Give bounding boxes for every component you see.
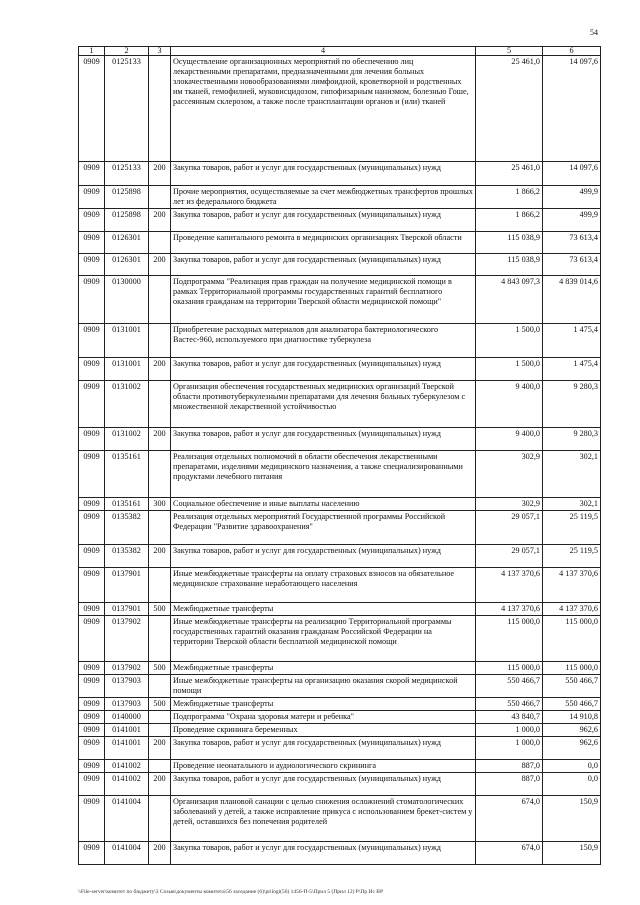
planned-amount-cell: 115 038,9 (476, 254, 543, 276)
target-article-cell: 0126301 (105, 232, 149, 254)
section-code-cell: 0909 (79, 324, 105, 358)
target-article-cell: 0131001 (105, 358, 149, 381)
expense-type-cell (149, 616, 171, 662)
planned-amount-cell: 1 500,0 (476, 324, 543, 358)
executed-amount-cell: 1 475,4 (543, 324, 601, 358)
table-row (79, 511, 601, 545)
expense-type-cell: 500 (149, 698, 171, 711)
expense-type-cell (149, 324, 171, 358)
budget-table (78, 46, 601, 865)
target-article-cell: 0141004 (105, 842, 149, 865)
section-code-cell: 0909 (79, 662, 105, 675)
planned-amount-cell: 115 038,9 (476, 232, 543, 254)
table-row (79, 773, 601, 796)
section-code-cell: 0909 (79, 698, 105, 711)
target-article-cell: 0131002 (105, 381, 149, 428)
executed-amount-cell: 962,6 (543, 724, 601, 737)
table-row (79, 675, 601, 698)
executed-amount-cell: 73 613,4 (543, 232, 601, 254)
item-name-cell: Закупка товаров, работ и услуг для государственных (муниципальных) нужд (171, 842, 476, 865)
item-name-cell: Межбюджетные трансферты (171, 603, 476, 616)
section-code-cell: 0909 (79, 796, 105, 842)
executed-amount-cell: 550 466,7 (543, 675, 601, 698)
planned-amount-cell: 674,0 (476, 842, 543, 865)
section-code-cell: 0909 (79, 568, 105, 603)
item-name-cell: Закупка товаров, работ и услуг для государственных (муниципальных) нужд (171, 428, 476, 451)
item-name-cell: Реализация отдельных мероприятий Государственной программы Российской Федерации "Развитие здравоохранения" (171, 511, 476, 545)
table-row (79, 209, 601, 232)
target-article-cell: 0131002 (105, 428, 149, 451)
target-article-cell: 0141001 (105, 724, 149, 737)
table-row (79, 498, 601, 511)
expense-type-cell: 300 (149, 498, 171, 511)
table-row (79, 324, 601, 358)
section-code-cell: 0909 (79, 737, 105, 760)
section-code-cell: 0909 (79, 842, 105, 865)
section-code-cell: 0909 (79, 276, 105, 324)
expense-type-cell (149, 760, 171, 773)
item-name-cell: Реализация отдельных полномочий в области обеспечения лекарственными препаратами, изделиями медицинского назначения, а также специализированными продуктами лечебного питания (171, 451, 476, 498)
item-name-cell: Межбюджетные трансферты (171, 662, 476, 675)
planned-amount-cell: 9 400,0 (476, 428, 543, 451)
planned-amount-cell: 9 400,0 (476, 381, 543, 428)
item-name-cell: Осуществление организационных мероприятий по обеспечению лиц лекарственными препаратами, предназначенными для лечения больных злокачественными новообразованиями лимфоидной, кроветворной и родственных им тканей, гемофилией, муковисцидозом, гипофизарным нанизмом, болезнью Гоше, рассеянным склерозом, а также после трансплантации органов и (или) тканей (171, 56, 476, 162)
page-number: 54 (590, 28, 598, 37)
expense-type-cell (149, 568, 171, 603)
section-code-cell: 0909 (79, 56, 105, 162)
target-article-cell: 0135382 (105, 545, 149, 568)
target-article-cell: 0137901 (105, 568, 149, 603)
section-code-cell: 0909 (79, 603, 105, 616)
target-article-cell: 0135161 (105, 498, 149, 511)
target-article-cell: 0137901 (105, 603, 149, 616)
target-article-cell: 0137903 (105, 675, 149, 698)
column-header: 2 (105, 47, 149, 56)
header-row (79, 47, 601, 56)
column-header: 1 (79, 47, 105, 56)
section-code-cell: 0909 (79, 545, 105, 568)
expense-type-cell (149, 724, 171, 737)
expense-type-cell (149, 675, 171, 698)
section-code-cell: 0909 (79, 724, 105, 737)
planned-amount-cell: 25 461,0 (476, 162, 543, 186)
executed-amount-cell: 73 613,4 (543, 254, 601, 276)
table-row (79, 451, 601, 498)
expense-type-cell (149, 56, 171, 162)
target-article-cell: 0141002 (105, 760, 149, 773)
table-row (79, 358, 601, 381)
item-name-cell: Подпрограмма "Охрана здоровья матери и ребенка" (171, 711, 476, 724)
planned-amount-cell: 1 866,2 (476, 209, 543, 232)
item-name-cell: Закупка товаров, работ и услуг для государственных (муниципальных) нужд (171, 209, 476, 232)
item-name-cell: Прочие мероприятия, осуществляемые за счет межбюджетных трансфертов прошлых лет из федерального бюджета (171, 186, 476, 209)
executed-amount-cell: 9 280,3 (543, 381, 601, 428)
item-name-cell: Проведение скрининга беременных (171, 724, 476, 737)
table-row (79, 760, 601, 773)
table-row (79, 276, 601, 324)
item-name-cell: Организация обеспечения государственных медицинских организаций Тверской области противотуберкулезными препаратами для лечения больных туберкулезом с множественной лекарственной устойчивостью (171, 381, 476, 428)
table-row (79, 186, 601, 209)
target-article-cell: 0135161 (105, 451, 149, 498)
target-article-cell: 0126301 (105, 254, 149, 276)
table-row (79, 737, 601, 760)
table-row (79, 616, 601, 662)
table-row (79, 428, 601, 451)
planned-amount-cell: 302,9 (476, 498, 543, 511)
expense-type-cell (149, 511, 171, 545)
executed-amount-cell: 115 000,0 (543, 616, 601, 662)
section-code-cell: 0909 (79, 616, 105, 662)
target-article-cell: 0125898 (105, 186, 149, 209)
section-code-cell: 0909 (79, 773, 105, 796)
target-article-cell: 0135382 (105, 511, 149, 545)
planned-amount-cell: 1 500,0 (476, 358, 543, 381)
executed-amount-cell: 150,9 (543, 796, 601, 842)
item-name-cell: Закупка товаров, работ и услуг для государственных (муниципальных) нужд (171, 254, 476, 276)
executed-amount-cell: 14 097,6 (543, 56, 601, 162)
executed-amount-cell: 1 475,4 (543, 358, 601, 381)
table-row (79, 545, 601, 568)
expense-type-cell (149, 796, 171, 842)
item-name-cell: Иные межбюджетные трансферты на реализацию Территориальной программы государственных гарантий оказания гражданам Российской Федерации на территории Тверской области бесплатной медицинской помощи (171, 616, 476, 662)
item-name-cell: Проведение капитального ремонта в медицинских организациях Тверской области (171, 232, 476, 254)
target-article-cell: 0141001 (105, 737, 149, 760)
planned-amount-cell: 887,0 (476, 760, 543, 773)
expense-type-cell: 200 (149, 358, 171, 381)
executed-amount-cell: 9 280,3 (543, 428, 601, 451)
table-body (79, 56, 601, 865)
table-row (79, 56, 601, 162)
item-name-cell: Закупка товаров, работ и услуг для государственных (муниципальных) нужд (171, 162, 476, 186)
planned-amount-cell: 550 466,7 (476, 675, 543, 698)
planned-amount-cell: 302,9 (476, 451, 543, 498)
item-name-cell: Межбюджетные трансферты (171, 698, 476, 711)
expense-type-cell (149, 276, 171, 324)
section-code-cell: 0909 (79, 428, 105, 451)
table-row (79, 162, 601, 186)
target-article-cell: 0125898 (105, 209, 149, 232)
table-row (79, 662, 601, 675)
column-header: 6 (543, 47, 601, 56)
file-path-footer: \\File-server\комитет по бюджету\3 Созыв\документы комитета\56 заседание (6)\prilogi(56) 1456-П-5\Прил 5 (Прил 12) Р\Пр Ис ВР (78, 889, 384, 895)
target-article-cell: 0125133 (105, 56, 149, 162)
expense-type-cell: 200 (149, 254, 171, 276)
column-header: 5 (476, 47, 543, 56)
item-name-cell: Социальное обеспечение и иные выплаты населению (171, 498, 476, 511)
table-row (79, 698, 601, 711)
expense-type-cell (149, 186, 171, 209)
executed-amount-cell: 550 466,7 (543, 698, 601, 711)
column-header: 4 (171, 47, 476, 56)
target-article-cell: 0141004 (105, 796, 149, 842)
expense-type-cell: 500 (149, 662, 171, 675)
executed-amount-cell: 14 910,8 (543, 711, 601, 724)
item-name-cell: Закупка товаров, работ и услуг для государственных (муниципальных) нужд (171, 773, 476, 796)
target-article-cell: 0137903 (105, 698, 149, 711)
planned-amount-cell: 29 057,1 (476, 511, 543, 545)
expense-type-cell (149, 381, 171, 428)
table-row (79, 232, 601, 254)
target-article-cell: 0137902 (105, 616, 149, 662)
executed-amount-cell: 0,0 (543, 773, 601, 796)
table-row (79, 381, 601, 428)
item-name-cell: Подпрограмма "Реализация прав граждан на получение медицинской помощи в рамках Территориальной программы государственных гарантий бесплатного оказания гражданам на территории Тверской области медицинской помощи" (171, 276, 476, 324)
table-row (79, 796, 601, 842)
section-code-cell: 0909 (79, 760, 105, 773)
target-article-cell: 0137902 (105, 662, 149, 675)
target-article-cell: 0131001 (105, 324, 149, 358)
executed-amount-cell: 302,1 (543, 451, 601, 498)
item-name-cell: Иные межбюджетные трансферты на оплату страховых взносов на обязательное медицинское страхование неработающего населения (171, 568, 476, 603)
item-name-cell: Приобретение расходных материалов для анализатора бактериологического Вастес-960, используемого при диагностике туберкулеза (171, 324, 476, 358)
section-code-cell: 0909 (79, 675, 105, 698)
executed-amount-cell: 25 119,5 (543, 511, 601, 545)
executed-amount-cell: 4 137 370,6 (543, 603, 601, 616)
section-code-cell: 0909 (79, 358, 105, 381)
target-article-cell: 0130000 (105, 276, 149, 324)
section-code-cell: 0909 (79, 511, 105, 545)
executed-amount-cell: 4 839 014,6 (543, 276, 601, 324)
executed-amount-cell: 14 097,6 (543, 162, 601, 186)
planned-amount-cell: 115 000,0 (476, 662, 543, 675)
planned-amount-cell: 115 000,0 (476, 616, 543, 662)
planned-amount-cell: 4 137 370,6 (476, 603, 543, 616)
table-row (79, 603, 601, 616)
section-code-cell: 0909 (79, 711, 105, 724)
item-name-cell: Организация плановой санации с целью снижения осложнений стоматологических заболеваний у детей, а также исправление прикуса с использованием брекет-систем у детей, оставшихся без попечения родителей (171, 796, 476, 842)
section-code-cell: 0909 (79, 498, 105, 511)
planned-amount-cell: 674,0 (476, 796, 543, 842)
expense-type-cell: 200 (149, 428, 171, 451)
planned-amount-cell: 4 137 370,6 (476, 568, 543, 603)
executed-amount-cell: 499,9 (543, 186, 601, 209)
expense-type-cell: 200 (149, 773, 171, 796)
expense-type-cell (149, 232, 171, 254)
planned-amount-cell: 1 866,2 (476, 186, 543, 209)
item-name-cell: Закупка товаров, работ и услуг для государственных (муниципальных) нужд (171, 358, 476, 381)
expense-type-cell: 200 (149, 545, 171, 568)
target-article-cell: 0125133 (105, 162, 149, 186)
executed-amount-cell: 0,0 (543, 760, 601, 773)
planned-amount-cell: 29 057,1 (476, 545, 543, 568)
column-header: 3 (149, 47, 171, 56)
expense-type-cell: 200 (149, 162, 171, 186)
executed-amount-cell: 25 119,5 (543, 545, 601, 568)
expense-type-cell: 200 (149, 842, 171, 865)
item-name-cell: Закупка товаров, работ и услуг для государственных (муниципальных) нужд (171, 737, 476, 760)
section-code-cell: 0909 (79, 451, 105, 498)
section-code-cell: 0909 (79, 254, 105, 276)
expense-type-cell (149, 711, 171, 724)
planned-amount-cell: 887,0 (476, 773, 543, 796)
item-name-cell: Закупка товаров, работ и услуг для государственных (муниципальных) нужд (171, 545, 476, 568)
table-row (79, 254, 601, 276)
table-row (79, 711, 601, 724)
target-article-cell: 0141002 (105, 773, 149, 796)
section-code-cell: 0909 (79, 186, 105, 209)
executed-amount-cell: 962,6 (543, 737, 601, 760)
executed-amount-cell: 4 137 370,6 (543, 568, 601, 603)
planned-amount-cell: 1 000,0 (476, 724, 543, 737)
planned-amount-cell: 1 000,0 (476, 737, 543, 760)
planned-amount-cell: 43 840,7 (476, 711, 543, 724)
item-name-cell: Иные межбюджетные трансферты на организацию оказания скорой медицинской помощи (171, 675, 476, 698)
planned-amount-cell: 25 461,0 (476, 56, 543, 162)
planned-amount-cell: 4 843 097,3 (476, 276, 543, 324)
table-row (79, 724, 601, 737)
table-row (79, 842, 601, 865)
section-code-cell: 0909 (79, 209, 105, 232)
expense-type-cell (149, 451, 171, 498)
expense-type-cell: 200 (149, 737, 171, 760)
executed-amount-cell: 115 000,0 (543, 662, 601, 675)
section-code-cell: 0909 (79, 232, 105, 254)
expense-type-cell: 200 (149, 209, 171, 232)
section-code-cell: 0909 (79, 381, 105, 428)
section-code-cell: 0909 (79, 162, 105, 186)
item-name-cell: Проведение неонатального и аудиологического скрининга (171, 760, 476, 773)
executed-amount-cell: 499,9 (543, 209, 601, 232)
executed-amount-cell: 302,1 (543, 498, 601, 511)
target-article-cell: 0140000 (105, 711, 149, 724)
table-row (79, 568, 601, 603)
executed-amount-cell: 150,9 (543, 842, 601, 865)
planned-amount-cell: 550 466,7 (476, 698, 543, 711)
expense-type-cell: 500 (149, 603, 171, 616)
